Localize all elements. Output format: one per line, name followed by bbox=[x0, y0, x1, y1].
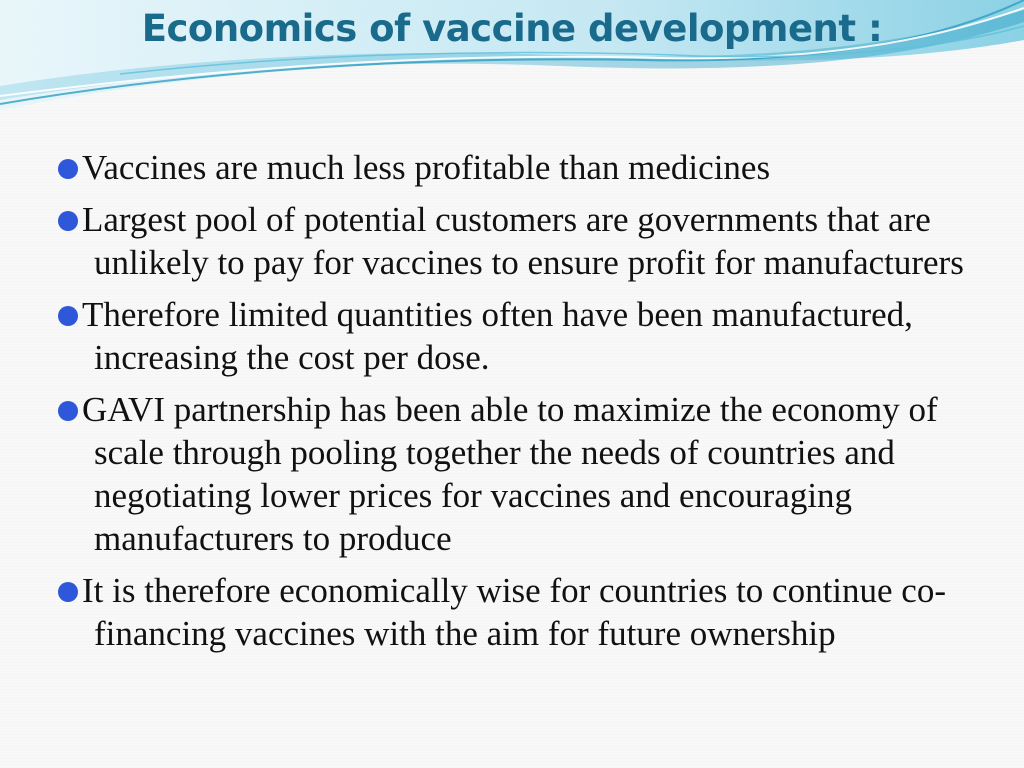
list-item bbox=[58, 388, 1008, 560]
bullet-dot-icon bbox=[58, 401, 78, 421]
slide-title: Economics of vaccine development : bbox=[141, 7, 883, 50]
bullet-text: Largest pool of potential customers are governments that are unlikely to pay for vaccines to ensure profit for manufacturers bbox=[82, 200, 964, 282]
list-item bbox=[58, 569, 1008, 655]
list-item bbox=[58, 146, 1008, 189]
bullet-text: It is therefore economically wise for countries to continue co-financing vaccines with the aim for future ownership bbox=[82, 571, 946, 653]
bullet-dot-icon bbox=[58, 306, 78, 326]
bullet-text: GAVI partnership has been able to maximize the economy of scale through pooling together the needs of countries and negotiating lower prices for vaccines and encouraging manufacturers to produce bbox=[82, 390, 938, 558]
list-item bbox=[58, 293, 1008, 379]
bullet-text: Vaccines are much less profitable than medicines bbox=[82, 148, 771, 187]
bullet-dot-icon bbox=[58, 211, 78, 231]
bullet-dot-icon bbox=[58, 582, 78, 602]
bullet-text: Therefore limited quantities often have been manufactured, increasing the cost per dose. bbox=[82, 295, 913, 377]
bullet-list bbox=[58, 146, 1008, 664]
list-item bbox=[58, 198, 1008, 284]
bullet-dot-icon bbox=[58, 159, 78, 179]
